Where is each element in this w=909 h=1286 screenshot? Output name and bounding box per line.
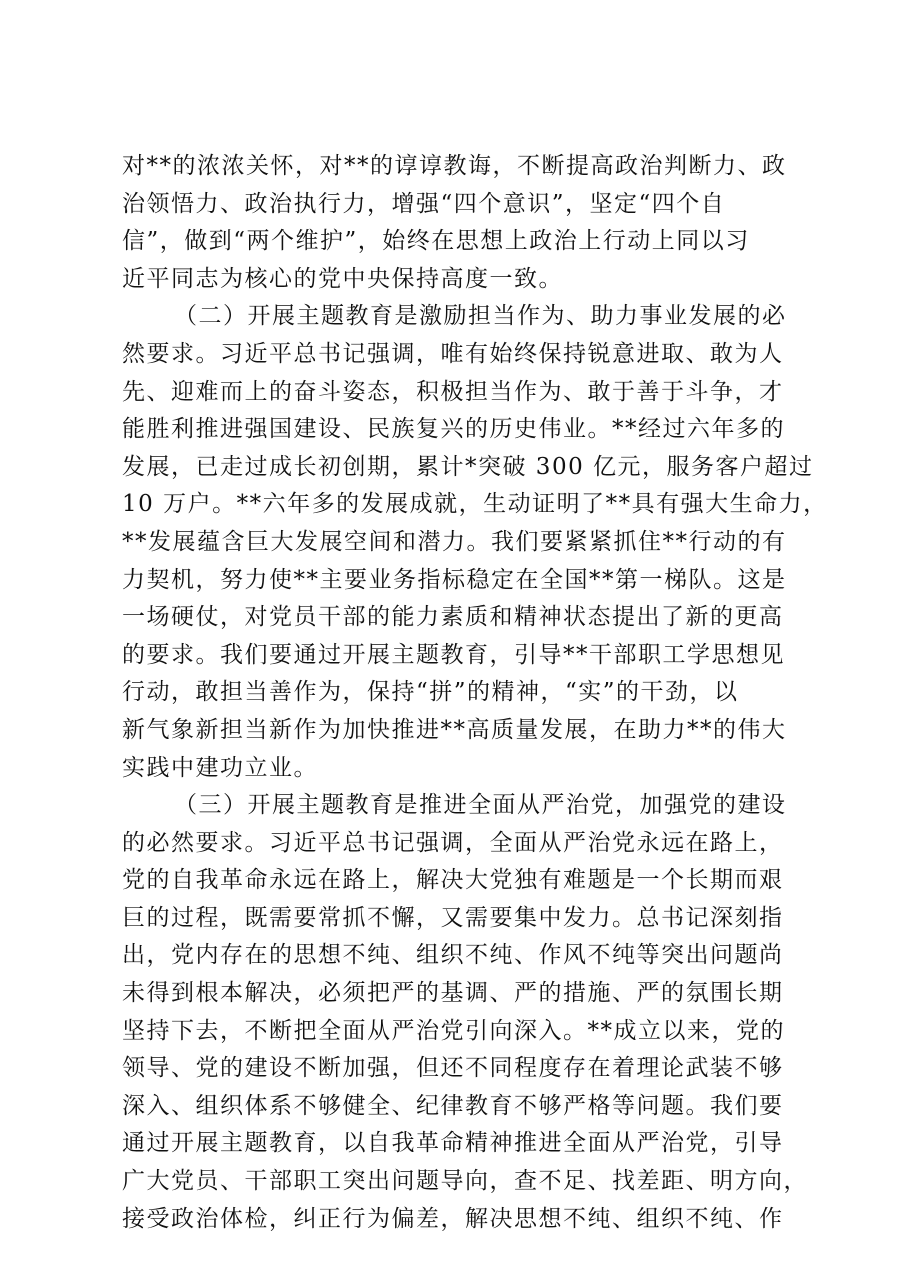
paragraph-line: 的要求。我们要通过开展主题教育，引导**干部职工学思想见 [122,641,785,668]
paragraph-line: 未得到根本解决，必须把严的基调、严的措施、严的氛围长期 [122,980,784,1007]
document-body [122,148,828,1238]
paragraph-1 [122,148,812,298]
paragraph-line: 广大党员、干部职工突出问题导向，查不足、找差距、明方向， [122,1168,808,1195]
paragraph-line: 出，党内存在的思想不纯、组织不纯、作风不纯等突出问题尚 [122,942,784,969]
paragraph-line: 先、迎难而上的奋斗姿态，积极担当作为、敢于善于斗争，才 [122,378,784,405]
paragraph-line: （二）开展主题教育是激励担当作为、助力事业发展的必 [174,303,787,330]
paragraph-line: 坚持下去，不断把全面从严治党引向深入。**成立以来，党的 [122,1017,785,1044]
paragraph-2 [122,298,828,787]
paragraph-line: 领导、党的建设不断加强，但还不同程度存在着理论武装不够 [122,1055,784,1082]
paragraph-line: 10 万户。**六年多的发展成就，生动证明了**具有强大生命力， [122,491,828,518]
paragraph-line: 然要求。习近平总书记强调，唯有始终保持锐意进取、敢为人 [122,340,784,367]
paragraph-line: 通过开展主题教育，以自我革命精神推进全面从严治党，引导 [122,1130,784,1157]
paragraph-line: 巨的过程，既需要常抓不懈，又需要集中发力。总书记深刻指 [122,904,784,931]
paragraph-line: 力契机，努力使**主要业务指标稳定在全国**第一梯队。这是 [122,566,787,593]
paragraph-line: **发展蕴含巨大发展空间和潜力。我们要紧紧抓住**行动的有 [122,528,787,555]
paragraph-line: （三）开展主题教育是推进全面从严治党，加强党的建设 [174,792,787,819]
paragraph-line: 实践中建功立业。 [122,754,318,781]
paragraph-line: 党的自我革命永远在路上，解决大党独有难题是一个长期而艰 [122,867,784,894]
paragraph-line: 一场硬仗，对党员干部的能力素质和精神状态提出了新的更高 [122,604,784,631]
paragraph-line: 发展，已走过成长初创期，累计*突破 300 亿元，服务客户超过 [122,453,814,480]
paragraph-line: 能胜利推进强国建设、民族复兴的历史伟业。**经过六年多的 [122,416,785,443]
paragraph-line: 行动，敢担当善作为，保持“拼”的精神，“实”的干劲，以 [122,679,739,706]
paragraph-3 [122,787,812,1238]
paragraph-line: 深入、组织体系不够健全、纪律教育不够严格等问题。我们要 [122,1092,784,1119]
paragraph-line: 对**的浓浓关怀，对**的谆谆教诲，不断提高政治判断力、政 [122,153,787,179]
paragraph-line: 近平同志为核心的党中央保持高度一致。 [122,265,563,292]
paragraph-line: 接受政治体检，纠正行为偏差，解决思想不纯、组织不纯、作 [122,1205,784,1232]
paragraph-line: 信”，做到“两个维护”，始终在思想上政治上行动上同以习 [122,228,750,255]
paragraph-line: 治领悟力、政治执行力，增强“四个意识”，坚定“四个自 [122,190,726,217]
paragraph-line: 新气象新担当新作为加快推进**高质量发展，在助力**的伟大 [122,716,787,743]
paragraph-line: 的必然要求。习近平总书记强调，全面从严治党永远在路上， [122,829,784,856]
